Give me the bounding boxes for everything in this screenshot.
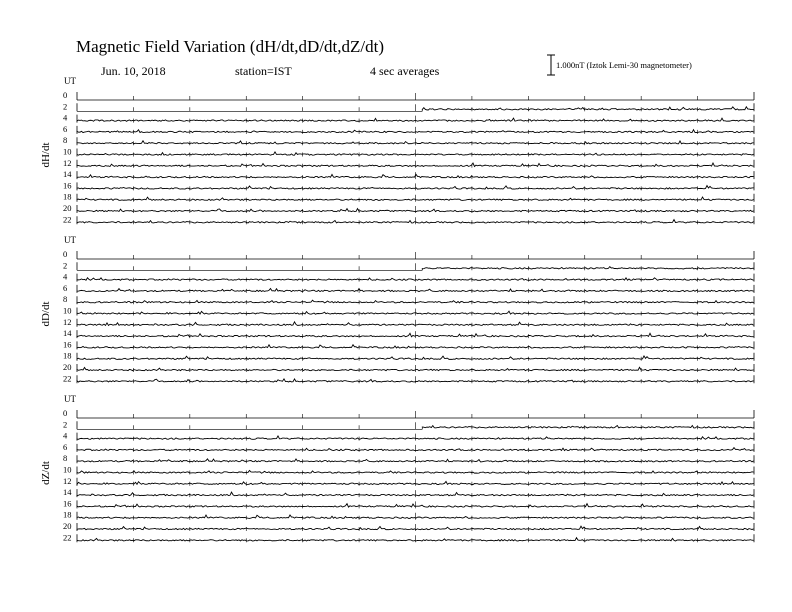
ut-label: UT bbox=[64, 76, 76, 86]
hour-label: 12 bbox=[63, 157, 72, 168]
hour-label: 22 bbox=[63, 214, 72, 225]
hour-label: 4 bbox=[63, 112, 68, 123]
hour-label: 8 bbox=[63, 135, 68, 146]
panel-ylabel: dZ/dt bbox=[40, 461, 52, 485]
hour-label: 20 bbox=[63, 203, 72, 213]
hour-label: 10 bbox=[63, 305, 72, 316]
hour-label: 2 bbox=[63, 101, 68, 112]
hour-label: 14 bbox=[63, 328, 72, 339]
hour-label: 16 bbox=[63, 180, 72, 191]
hour-label: 20 bbox=[63, 521, 72, 531]
hour-label: 16 bbox=[63, 498, 72, 509]
hour-label: 0 bbox=[63, 408, 68, 418]
hour-label: 12 bbox=[63, 316, 72, 327]
hour-label: 4 bbox=[63, 271, 68, 282]
hour-label: 0 bbox=[63, 249, 68, 259]
hour-label: 4 bbox=[63, 430, 68, 441]
hour-label: 22 bbox=[63, 373, 72, 384]
hour-label: 12 bbox=[63, 475, 72, 486]
hour-label: 8 bbox=[63, 453, 68, 464]
hour-label: 0 bbox=[63, 90, 68, 100]
station-label: station=IST bbox=[235, 64, 292, 78]
hour-label: 20 bbox=[63, 362, 72, 372]
hour-label: 2 bbox=[63, 260, 68, 271]
hour-label: 6 bbox=[63, 441, 68, 452]
hour-label: 6 bbox=[63, 123, 68, 134]
date-label: Jun. 10, 2018 bbox=[101, 64, 166, 78]
hour-label: 22 bbox=[63, 532, 72, 543]
panel-ylabel: dD/dt bbox=[40, 301, 52, 327]
ut-label: UT bbox=[64, 235, 76, 245]
ut-label: UT bbox=[64, 394, 76, 404]
hour-label: 2 bbox=[63, 419, 68, 430]
hour-label: 8 bbox=[63, 294, 68, 305]
scale-bar-label: 1.000nT (Iztok Lemi-30 magnetometer) bbox=[556, 60, 692, 70]
hour-label: 18 bbox=[63, 509, 72, 520]
hour-label: 18 bbox=[63, 350, 72, 361]
hour-label: 10 bbox=[63, 464, 72, 475]
hour-label: 14 bbox=[63, 487, 72, 498]
averaging-label: 4 sec averages bbox=[370, 64, 440, 78]
panel-ylabel: dH/dt bbox=[40, 142, 52, 168]
hour-label: 18 bbox=[63, 191, 72, 202]
hour-label: 6 bbox=[63, 282, 68, 293]
hour-label: 10 bbox=[63, 146, 72, 157]
hour-label: 14 bbox=[63, 169, 72, 180]
hour-label: 16 bbox=[63, 339, 72, 350]
page-title: Magnetic Field Variation (dH/dt,dD/dt,dZ/dt) bbox=[76, 37, 385, 56]
